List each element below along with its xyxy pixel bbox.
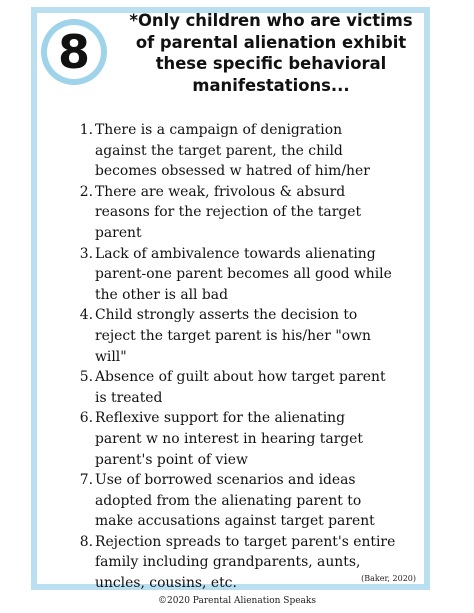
item-text: [95, 244, 418, 306]
item-line: There are weak, frivolous & absurd: [95, 183, 346, 200]
heading: [118, 10, 424, 96]
item-number: 6.: [79, 410, 93, 427]
item-number: 3.: [79, 245, 93, 262]
item-line: parent-one parent becomes all good while: [95, 266, 392, 283]
item-number: 2.: [79, 183, 93, 200]
item-line: is treated: [95, 389, 163, 406]
list-item: [68, 305, 418, 367]
item-line: Use of borrowed scenarios and ideas: [95, 472, 356, 489]
citation: (Baker, 2020): [361, 574, 416, 583]
item-line: uncles, cousins, etc.: [95, 575, 237, 592]
item-line: will": [95, 348, 127, 365]
item-line: the other is all bad: [95, 286, 228, 303]
item-number: 4.: [79, 307, 93, 324]
item-number: 5.: [79, 369, 93, 386]
item-line: reject the target parent is his/her "own: [95, 327, 371, 344]
item-line: family including grandparents, aunts,: [95, 554, 361, 571]
manifestations-list: [68, 120, 418, 594]
heading-line: *Only children who are victims: [129, 11, 413, 30]
item-text: [95, 470, 418, 532]
item-line: parent's point of view: [95, 451, 248, 468]
badge-number: 8: [47, 25, 101, 79]
copyright-footer: ©2020 Parental Alienation Speaks: [158, 596, 316, 606]
item-text: [95, 408, 418, 470]
list-item: [68, 532, 418, 594]
list-item: [68, 182, 418, 244]
item-line: adopted from the alienating parent to: [95, 492, 362, 509]
item-line: against the target parent, the child: [95, 142, 343, 159]
item-text: [95, 367, 418, 408]
item-line: make accusations against target parent: [95, 513, 375, 530]
item-line: Lack of ambivalence towards alienating: [95, 245, 376, 262]
item-line: parent: [95, 224, 142, 241]
item-line: Rejection spreads to target parent's entire: [95, 533, 396, 550]
item-number: 7.: [79, 472, 93, 489]
item-line: Reflexive support for the alienating: [95, 410, 345, 427]
item-text: [95, 182, 418, 244]
item-line: parent w no interest in hearing target: [95, 430, 363, 447]
item-text: [95, 305, 418, 367]
heading-line: of parental alienation exhibit: [135, 32, 407, 52]
list-item: [68, 470, 418, 532]
item-line: reasons for the rejection of the target: [95, 204, 362, 221]
list-item: [68, 408, 418, 470]
list-item: [68, 367, 418, 408]
item-text: [95, 120, 418, 182]
item-line: Child strongly asserts the decision to: [95, 307, 358, 324]
number-badge: [41, 19, 107, 85]
heading-line: manifestations...: [192, 75, 350, 95]
list-item: [68, 244, 418, 306]
item-line: becomes obsessed w hatred of him/her: [95, 163, 370, 180]
heading-line: these specific behavioral: [155, 54, 387, 73]
item-number: 1.: [79, 122, 93, 138]
item-line: There is a campaign of denigration: [95, 122, 343, 138]
list-item: [68, 120, 418, 182]
item-number: 8.: [79, 533, 93, 550]
item-line: Absence of guilt about how target parent: [95, 369, 386, 386]
item-text: [95, 532, 418, 594]
